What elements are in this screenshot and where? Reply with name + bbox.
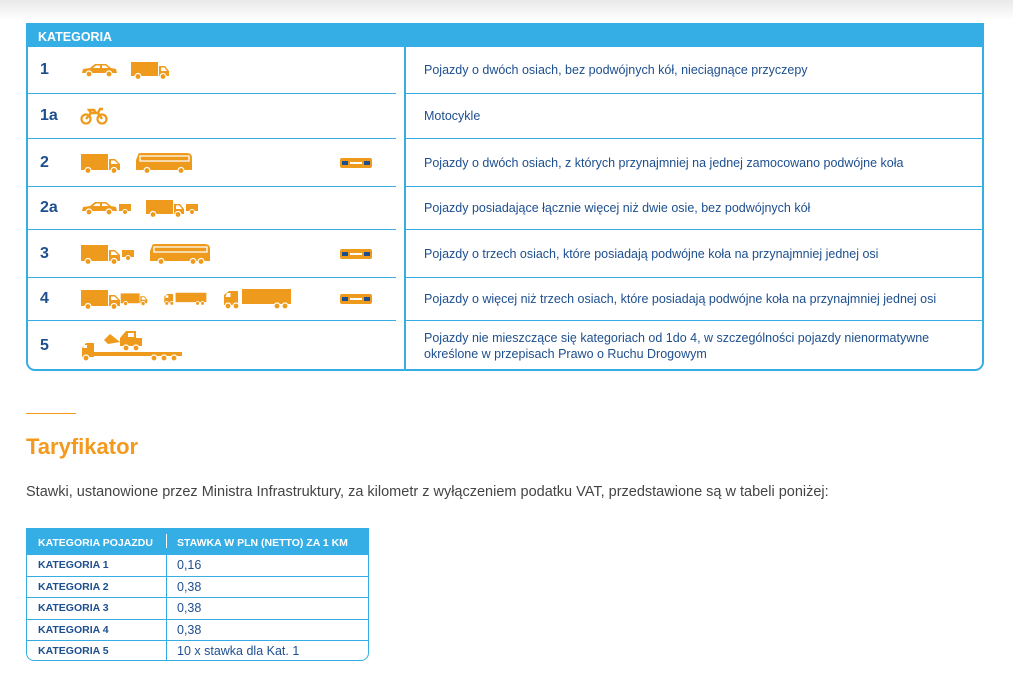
table-row [27,597,368,619]
intro-text: Stawki, ustanowione przez Ministra Infrastruktury, za kilometr z wyłączeniem podatku VAT, przedstawione są w tabeli poniżej: [26,484,829,500]
bus-icon [135,152,193,174]
cell-separator [166,555,167,576]
category-description: Pojazdy posiadające łącznie więcej niż dwie osie, bez podwójnych kół [424,201,811,215]
category-label: 2a [40,199,58,216]
column-header-rate: STAWKA W PLN (NETTO) ZA 1 KM [177,537,348,549]
trailer-icon [121,247,135,261]
row-category: KATEGORIA 4 [38,623,109,636]
category-row-3 [28,230,982,277]
motorcycle-icon [80,107,108,125]
cell-separator [166,598,167,619]
category-description: Pojazdy o trzech osiach, które posiadają podwójne koła na przynajmniej jednej osi [424,246,879,261]
cell-separator [166,620,167,641]
row-category: KATEGORIA 1 [38,559,109,571]
lowboy-with-excavator-icon [80,330,184,362]
column-header-category: KATEGORIA POJAZDU [38,537,153,549]
trailer-icon [120,289,148,309]
cell-separator [166,577,167,598]
truck-icon [80,243,122,265]
car-icon [80,62,118,78]
top-shadow [0,0,1013,20]
truck-icon [80,152,122,174]
section-title: Taryfikator [26,434,139,459]
dual-wheel-axle-icon [340,248,372,260]
van-icon [130,60,170,80]
three-axle-bus-icon [149,243,211,265]
rate-table [26,528,369,661]
row-category: KATEGORIA 5 [38,645,109,657]
cell-separator [166,641,167,661]
category-label: 3 [40,244,49,262]
table-row [27,640,368,661]
category-description: Pojazdy o dwóch osiach, bez podwójnych kół, nieciągnące przyczepy [424,63,808,77]
category-label: 1a [40,107,58,124]
category-row-1a [28,94,982,138]
row-rate: 0,38 [177,601,202,615]
table-row [27,619,368,641]
category-row-4 [28,278,982,320]
category-description: Pojazdy o więcej niż trzech osiach, które posiadają podwójne koła na przynajmniej jednej osi [424,292,937,306]
rate-table-header [27,529,368,554]
van-icon [145,198,185,218]
category-description: Pojazdy nie mieszczące się kategoriach od 1do 4, w szczególności pojazdy nienormatywne określone w przepisach Prawo o Ruchu Drogowym [424,331,930,361]
category-label: 2 [40,153,49,171]
category-table [26,23,984,371]
car-icon [80,200,118,216]
row-rate: 0,16 [177,558,202,572]
category-table-header: KATEGORIA [28,25,982,47]
row-category: KATEGORIA 2 [38,580,109,593]
category-row-2 [28,139,982,186]
category-description: Motocykle [424,109,481,123]
truck-icon [80,288,122,310]
row-category: KATEGORIA 3 [38,602,109,614]
row-rate: 0,38 [177,579,202,594]
section-divider [26,413,76,414]
table-row [27,554,368,576]
category-row-5 [28,321,982,371]
header-separator [166,534,167,548]
category-label: 5 [40,337,49,354]
category-label: 4 [40,290,49,307]
category-row-2a [28,187,982,229]
table-row [27,576,368,598]
category-row-1 [28,47,982,93]
dual-wheel-axle-icon [340,293,372,305]
category-description: Pojazdy o dwóch osiach, z których przynajmniej na jednej zamocowano podwójne koła [424,155,904,170]
row-rate: 10 x stawka dla Kat. 1 [177,644,300,658]
category-label: 1 [40,61,49,78]
row-rate: 0,38 [177,622,202,637]
dual-wheel-axle-icon [340,157,372,169]
trailer-icon [118,201,132,215]
semi-truck-icon [163,289,207,309]
tractor-trailer-icon [222,288,292,310]
trailer-icon [185,201,199,215]
